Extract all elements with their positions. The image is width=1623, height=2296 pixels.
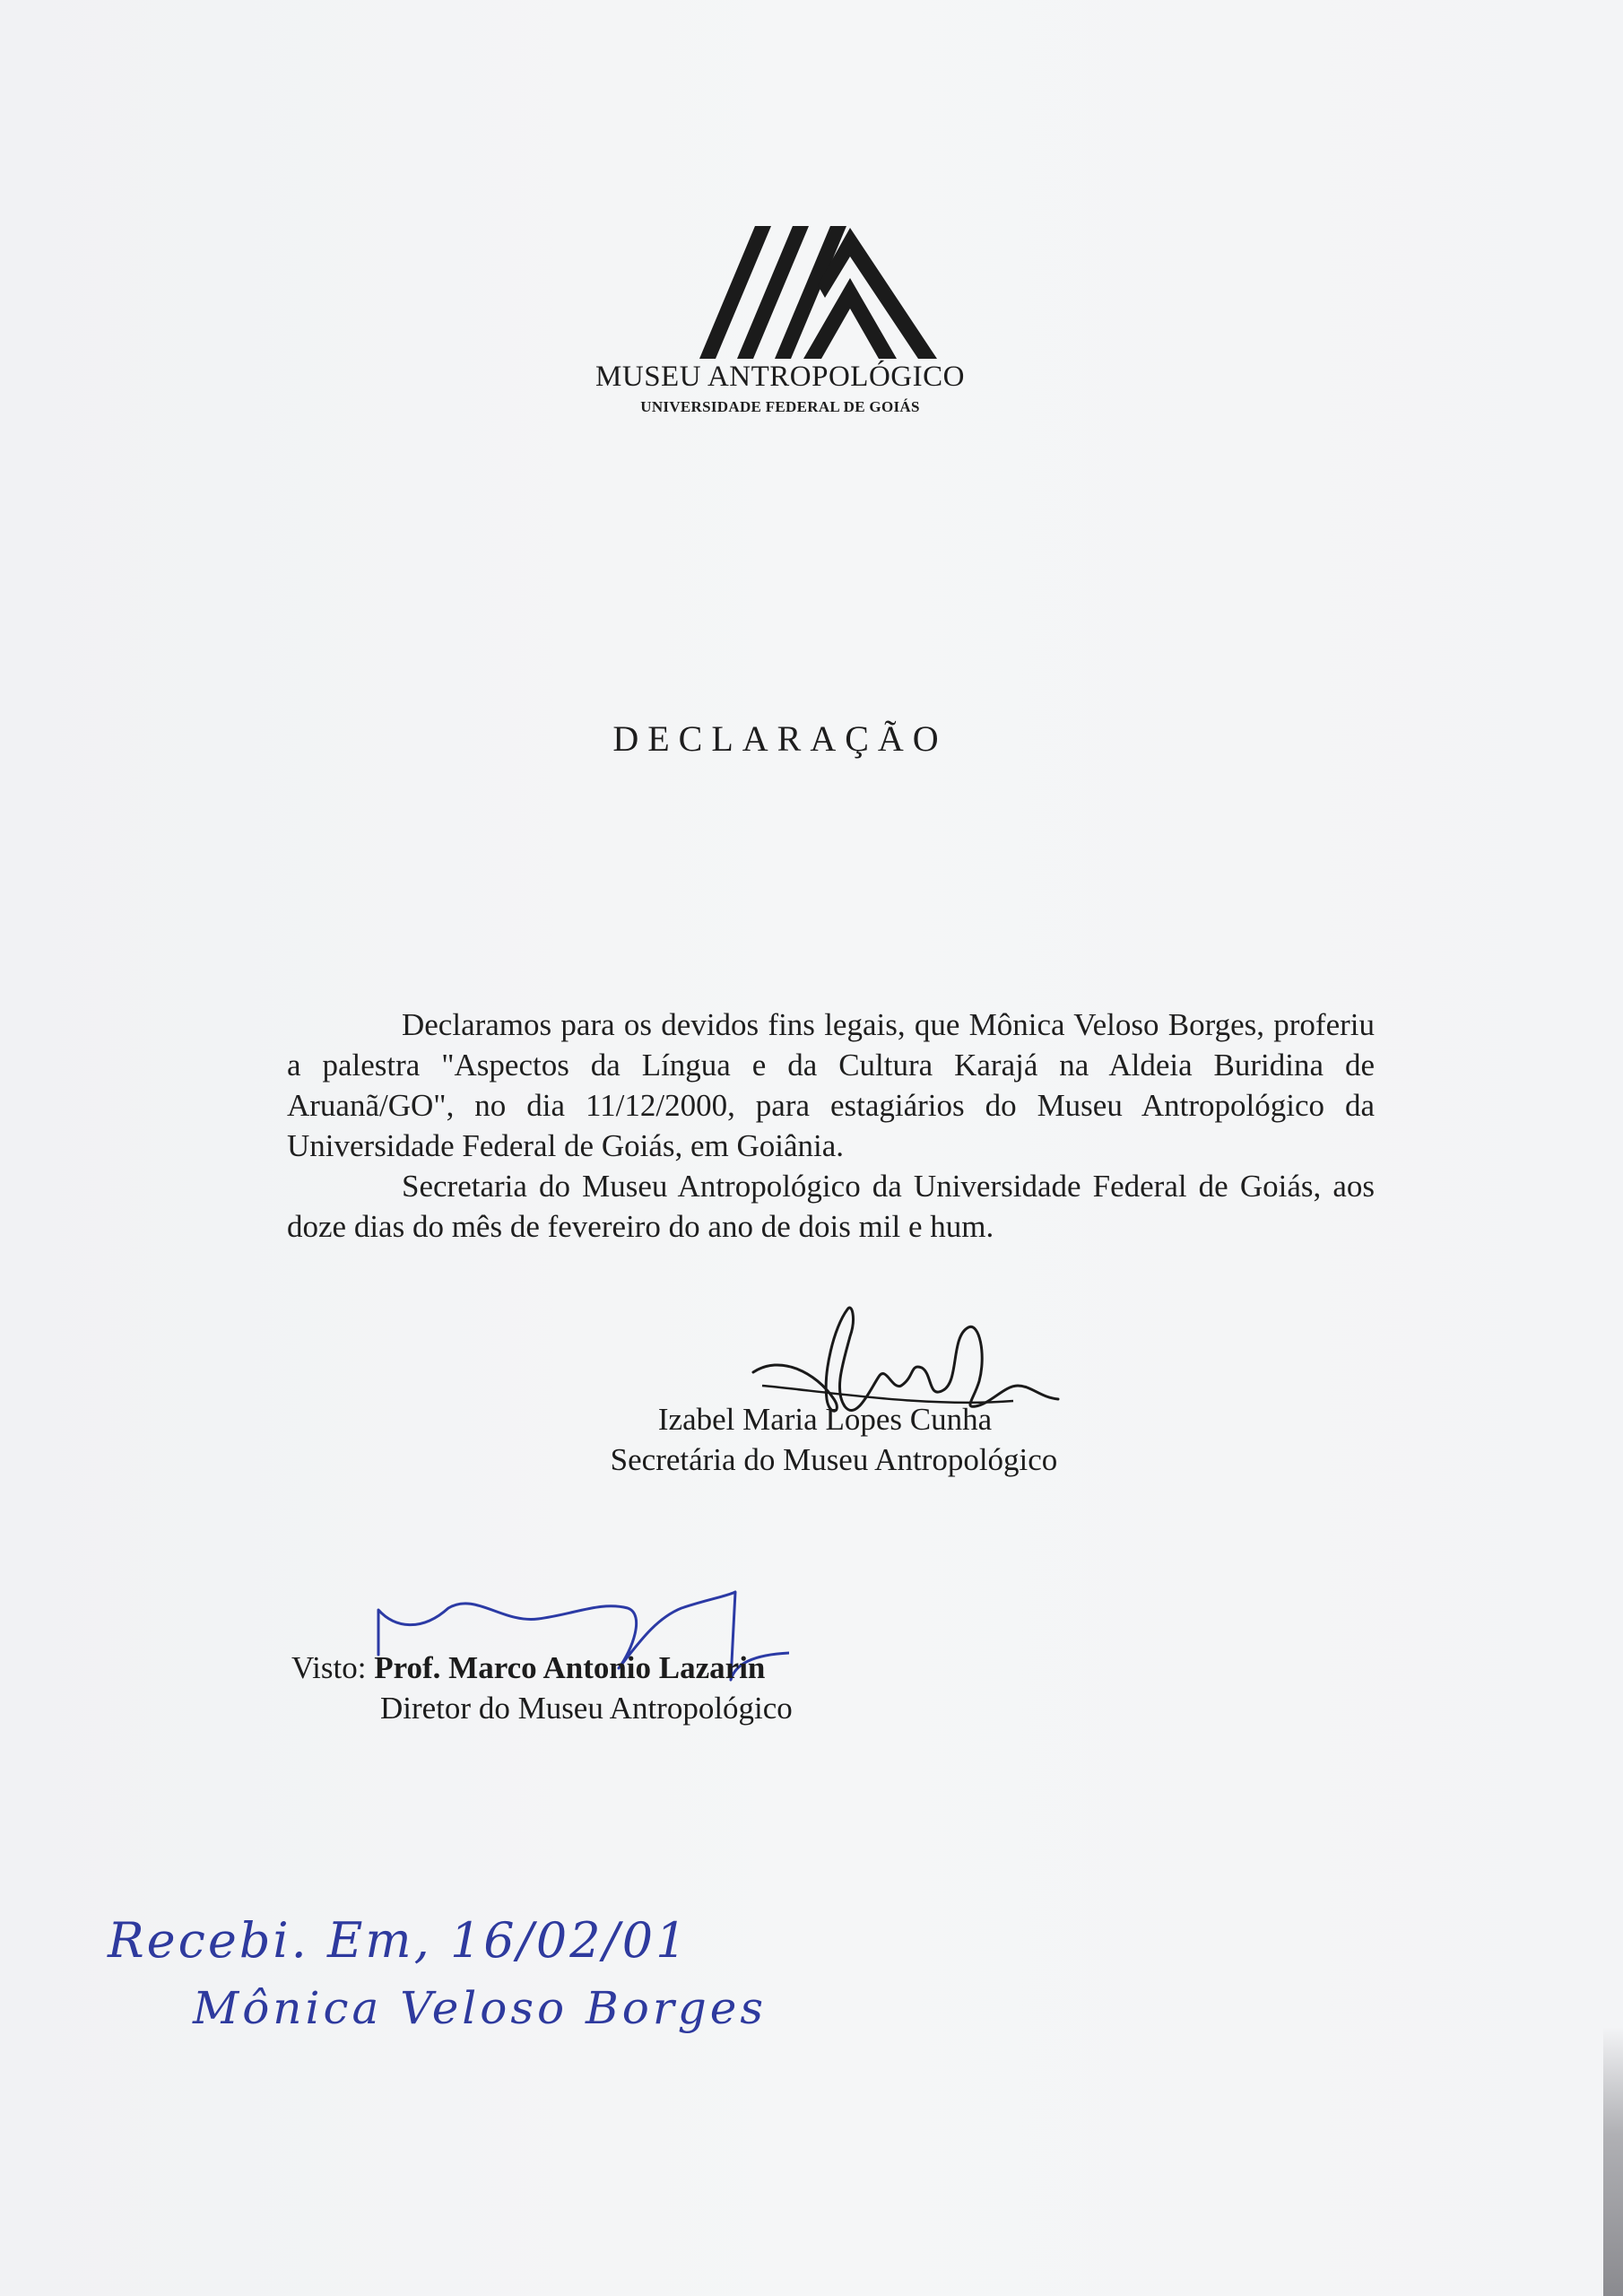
museum-logo-icon: [699, 226, 937, 361]
director-role: Diretor do Museu Antropológico: [380, 1691, 793, 1726]
declaration-paragraph-1: Declaramos para os devidos fins legais, que Mônica Veloso Borges, proferiu a palestra "Aspectos da Língua e da Cultura Karajá na Aldeia Buridina de Aruanã/GO", no dia 11/12/2000, para estagiários do Museu Antropológico da Universidade Federal de Goiás, em Goiânia.: [287, 1007, 1375, 1163]
secretary-name: Izabel Maria Lopes Cunha: [657, 1402, 993, 1437]
visto-label: Visto:: [291, 1650, 367, 1685]
page-edge-shadow: [1603, 2027, 1623, 2296]
visto-line: [291, 1648, 765, 1688]
director-name: Prof. Marco Antonio Lazarin: [374, 1650, 766, 1685]
handwritten-receipt-line-2: Mônica Veloso Borges: [193, 1982, 768, 2034]
document-title: DECLARAÇÃO: [612, 718, 948, 759]
secretary-role: Secretária do Museu Antropológico: [610, 1442, 1058, 1477]
handwritten-receipt-line-1: Recebi. Em, 16/02/01: [108, 1912, 690, 1969]
institution-name: MUSEU ANTROPOLÓGICO: [595, 361, 965, 393]
declaration-paragraph-2: Secretaria do Museu Antropológico da Universidade Federal de Goiás, aos doze dias do mês de fevereiro do ano de dois mil e hum.: [287, 1169, 1375, 1244]
university-name: UNIVERSIDADE FEDERAL DE GOIÁS: [640, 398, 920, 415]
declaration-body: [287, 1004, 1375, 1247]
